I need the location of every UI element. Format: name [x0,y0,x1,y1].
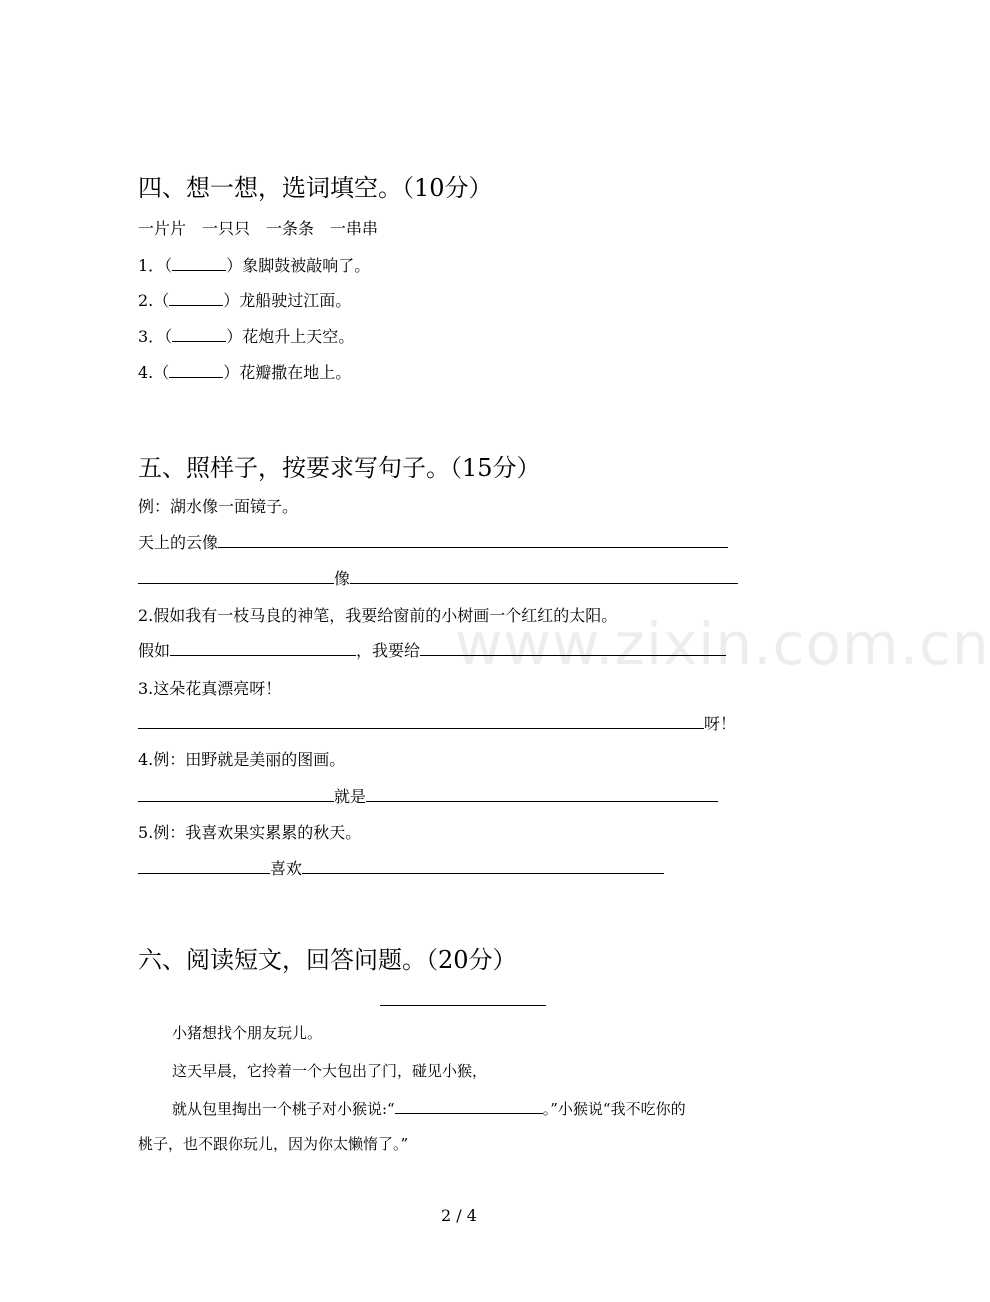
example-1: 例：湖水像一面镜子。 [138,497,299,516]
q1-suffix: ）象脚鼓被敲响了。 [226,256,371,275]
answer-blank-1[interactable] [218,533,728,548]
answer-blank-3b[interactable] [420,641,726,656]
answer-blank-5b[interactable] [366,787,718,802]
answer-line-2 [138,566,738,589]
q4-suffix: ）花瓣撒在地上。 [223,363,352,382]
passage-para-4: 桃子，也不跟你玩儿，因为你太懒惰了。” [138,1135,409,1153]
answer-line-1 [138,530,728,553]
passage-para-3 [172,1098,686,1119]
answer-line-5 [138,784,718,807]
answer-line-4-suffix: 呀！ [704,714,737,733]
q3 [138,324,354,347]
answer-blank-2b[interactable] [350,569,738,584]
example-4: 4.例：田野就是美丽的图画。 [138,750,346,769]
answer-line-1-prefix: 天上的云像 [138,533,219,552]
answer-blank-5a[interactable] [138,787,334,802]
example-2: 2.假如我有一枝马良的神笔，我要给窗前的小树画一个红红的太阳。 [138,606,618,625]
answer-line-6-mid: 喜欢 [270,859,303,878]
answer-line-5-mid: 就是 [334,787,367,806]
q3-blank[interactable] [172,327,226,342]
q2-suffix: ）龙船驶过江面。 [223,291,352,310]
answer-line-2-mid: 像 [334,569,351,588]
section5-title: 五、照样子，按要求写句子。（15分） [138,454,541,482]
q2 [138,288,351,311]
answer-blank-2a[interactable] [138,569,334,584]
answer-line-3-mid: ，我要给 [356,641,421,660]
q1-prefix: 1．（ [138,256,173,275]
section4-title: 四、想一想，选词填空。（10分） [138,174,493,202]
passage-para-1: 小猪想找个朋友玩儿。 [172,1024,323,1042]
q3-prefix: 3．（ [138,327,173,346]
answer-line-3-prefix: 假如 [138,641,171,660]
q4-prefix: 4.（ [138,363,170,382]
passage-para-3-suffix: 。”小猴说“我不吃你的 [542,1100,686,1118]
word-choices: 一片片 一只只 一条条 一串串 [138,219,379,238]
passage-quote-blank[interactable] [395,1099,543,1114]
q2-blank[interactable] [169,291,223,306]
page-number: 2 / 4 [441,1206,477,1225]
answer-blank-6b[interactable] [302,859,664,874]
example-3: 3.这朵花真漂亮呀！ [138,679,282,698]
q1-blank[interactable] [172,256,226,271]
q4-blank[interactable] [169,363,223,378]
q2-prefix: 2.（ [138,291,170,310]
answer-line-6 [138,856,664,879]
answer-line-3 [138,638,726,661]
section6-title: 六、阅读短文，回答问题。（20分） [138,946,517,974]
passage-title-blank[interactable] [380,1005,546,1006]
passage-para-3-prefix: 就从包里掏出一个桃子对小猴说:“ [172,1100,395,1118]
watermark: www.zixin.com.cn [455,610,990,678]
example-5: 5.例：我喜欢果实累累的秋天。 [138,823,362,842]
answer-blank-4[interactable] [138,714,704,729]
answer-line-4 [138,711,736,734]
q4 [138,360,351,383]
q3-suffix: ）花炮升上天空。 [226,327,355,346]
answer-blank-3a[interactable] [170,641,356,656]
passage-para-2: 这天早晨，它拎着一个大包出了门，碰见小猴， [172,1062,488,1080]
q1 [138,253,370,276]
answer-blank-6a[interactable] [138,859,270,874]
